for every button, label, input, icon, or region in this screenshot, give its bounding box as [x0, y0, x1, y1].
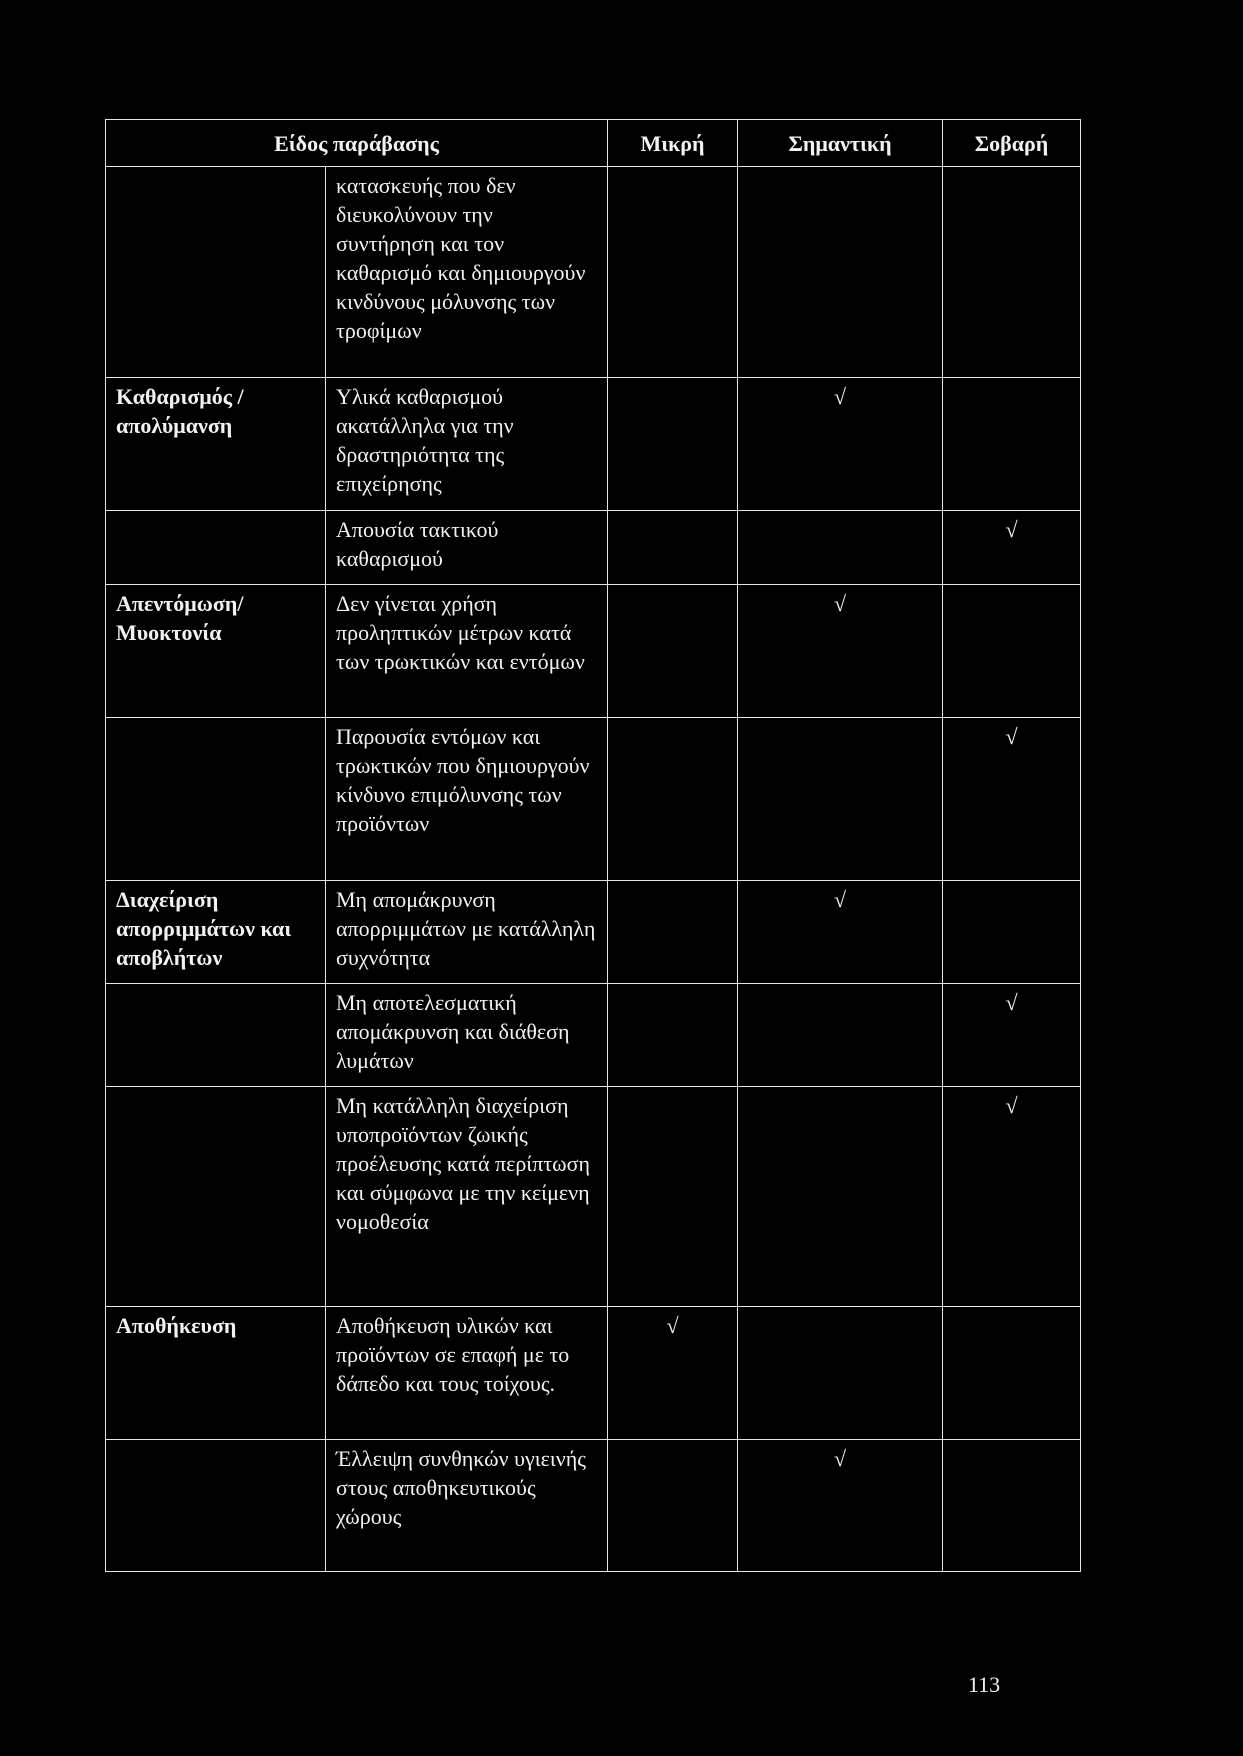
violation-description: Υλικά καθαρισμού ακατάλληλα για την δραστηριότητα της επιχείρησης: [326, 378, 608, 511]
minor-mark: [608, 585, 738, 718]
minor-mark: [608, 1087, 738, 1307]
minor-mark: [608, 718, 738, 881]
violation-description: Μη αποτελεσματική απομάκρυνση και διάθεση λυμάτων: [326, 984, 608, 1087]
significant-mark: [738, 718, 943, 881]
significant-mark: √: [738, 378, 943, 511]
severe-mark: √: [943, 718, 1081, 881]
severe-mark: √: [943, 511, 1081, 585]
minor-mark: [608, 881, 738, 984]
header-violation-type: Είδος παράβασης: [106, 120, 608, 167]
significant-mark: [738, 511, 943, 585]
significant-mark: [738, 1087, 943, 1307]
table-row: [106, 378, 1081, 511]
category-cell: [106, 1087, 326, 1307]
violation-description: Δεν γίνεται χρήση προληπτικών μέτρων κατά των τρωκτικών και εντόμων: [326, 585, 608, 718]
table-row: [106, 585, 1081, 718]
violation-description: Αποθήκευση υλικών και προϊόντων σε επαφή με το δάπεδο και τους τοίχους.: [326, 1307, 608, 1440]
table-row: [106, 984, 1081, 1087]
category-cell: [106, 167, 326, 378]
category-cell: Αποθήκευση: [106, 1307, 326, 1440]
significant-mark: [738, 1307, 943, 1440]
table-row: [106, 167, 1081, 378]
severe-mark: [943, 378, 1081, 511]
violation-description: Απουσία τακτικού καθαρισμού: [326, 511, 608, 585]
severe-mark: [943, 881, 1081, 984]
table-row: [106, 1440, 1081, 1572]
severe-mark: √: [943, 1087, 1081, 1307]
category-cell: Απεντόμωση/Μυοκτονία: [106, 585, 326, 718]
minor-mark: [608, 1440, 738, 1572]
table-row: [106, 881, 1081, 984]
category-cell: Διαχείριση απορριμμάτων και αποβλήτων: [106, 881, 326, 984]
table-row: [106, 1087, 1081, 1307]
severe-mark: [943, 585, 1081, 718]
minor-mark: [608, 511, 738, 585]
violation-description: Μη απομάκρυνση απορριμμάτων με κατάλληλη συχνότητα: [326, 881, 608, 984]
table-row: [106, 511, 1081, 585]
severe-mark: [943, 1307, 1081, 1440]
significant-mark: √: [738, 881, 943, 984]
category-cell: Καθαρισμός /απολύμανση: [106, 378, 326, 511]
violation-description: Έλλειψη συνθηκών υγιεινής στους αποθηκευτικούς χώρους: [326, 1440, 608, 1572]
category-cell: [106, 718, 326, 881]
violation-description: Παρουσία εντόμων και τρωκτικών που δημιουργούν κίνδυνο επιμόλυνσης των προϊόντων: [326, 718, 608, 881]
violations-table: [105, 119, 1081, 1572]
category-cell: [106, 511, 326, 585]
table-header-row: [106, 120, 1081, 167]
significant-mark: √: [738, 585, 943, 718]
page-number: 113: [968, 1672, 1001, 1697]
minor-mark: [608, 984, 738, 1087]
significant-mark: [738, 167, 943, 378]
significant-mark: [738, 984, 943, 1087]
table-row: [106, 718, 1081, 881]
table-row: [106, 1307, 1081, 1440]
severe-mark: [943, 1440, 1081, 1572]
minor-mark: [608, 378, 738, 511]
violation-description: κατασκευής που δεν διευκολύνουν την συντήρηση και τον καθαρισμό και δημιουργούν κινδύνους μόλυνσης των τροφίμων: [326, 167, 608, 378]
violation-description: Μη κατάλληλη διαχείριση υποπροϊόντων ζωικής προέλευσης κατά περίπτωση και σύμφωνα με την κείμενη νομοθεσία: [326, 1087, 608, 1307]
severe-mark: √: [943, 984, 1081, 1087]
minor-mark: [608, 167, 738, 378]
category-cell: [106, 1440, 326, 1572]
significant-mark: √: [738, 1440, 943, 1572]
category-cell: [106, 984, 326, 1087]
header-significant: Σημαντική: [738, 120, 943, 167]
header-minor: Μικρή: [608, 120, 738, 167]
severe-mark: [943, 167, 1081, 378]
minor-mark: √: [608, 1307, 738, 1440]
header-severe: Σοβαρή: [943, 120, 1081, 167]
